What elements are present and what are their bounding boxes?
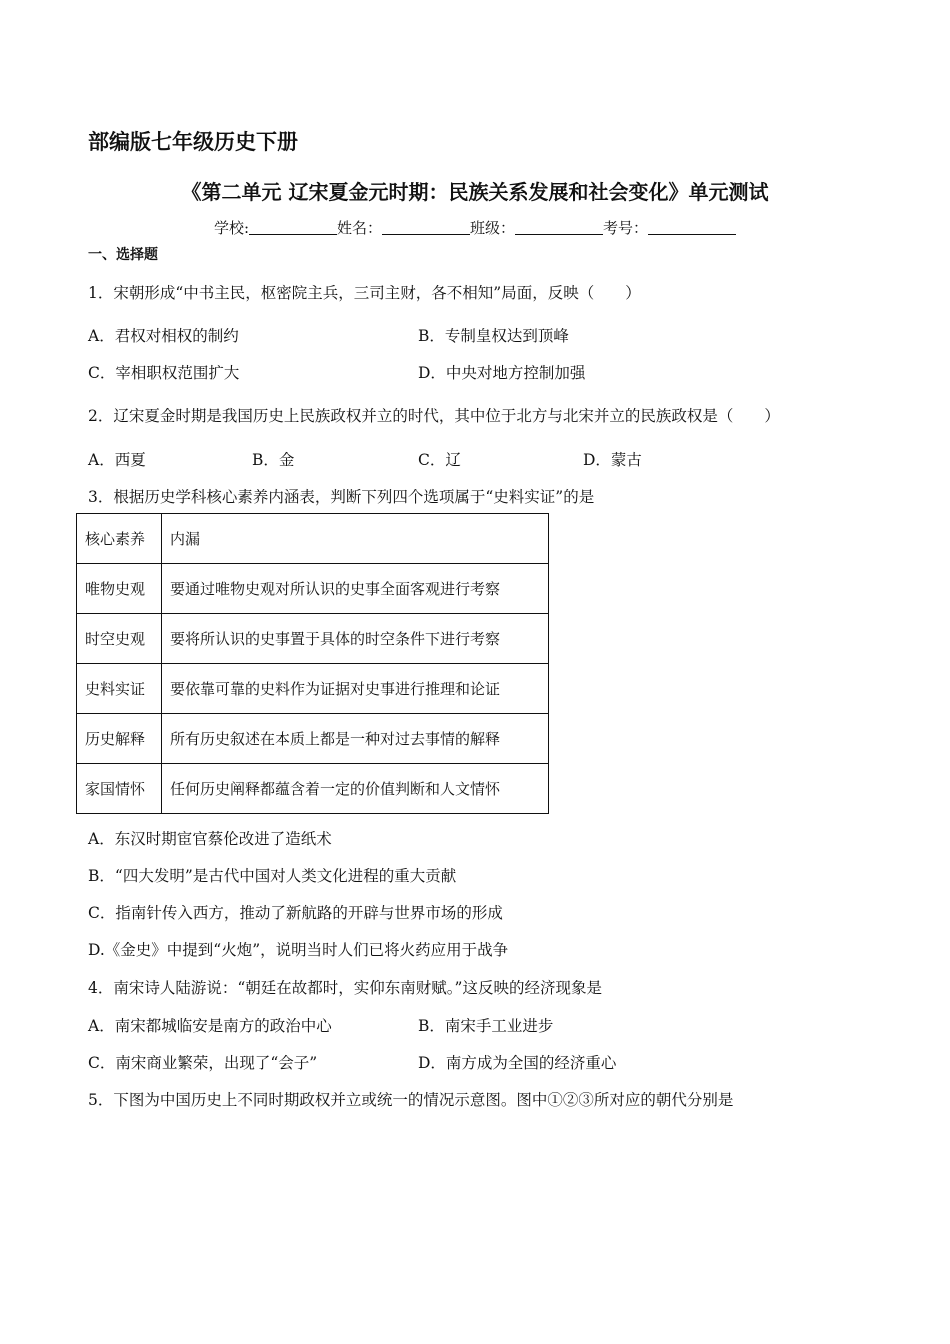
question-1-stem: 1．宋朝形成“中书主民，枢密院主兵，三司主财，各不相知”局面，反映（ ） — [88, 284, 641, 302]
question-1-option-d[interactable]: D．中央对地方控制加强 — [418, 364, 586, 382]
exam-no-label: 考号： — [603, 219, 649, 237]
table-cell: 史料实证 — [77, 664, 162, 714]
table-cell: 任何历史阐释都蕴含着一定的价值判断和人文情怀 — [162, 764, 549, 814]
question-2-stem: 2．辽宋夏金时期是我国历史上民族政权并立的时代，其中位于北方与北宋并立的民族政权是（ ） — [88, 407, 780, 425]
question-5-stem: 5．下图为中国历史上不同时期政权并立或统一的情况示意图。图中①②③所对应的朝代分别是 — [88, 1091, 734, 1109]
question-4-option-b[interactable]: B．南宋手工业进步 — [418, 1017, 554, 1035]
table-cell: 要依靠可靠的史料作为证据对史事进行推理和论证 — [162, 664, 549, 714]
question-4-option-c[interactable]: C．南宋商业繁荣，出现了“会子” — [88, 1054, 318, 1072]
question-3-option-d[interactable]: D.《金史》中提到“火炮”，说明当时人们已将火药应用于战争 — [88, 941, 509, 959]
question-3-stem: 3．根据历史学科核心素养内涵表，判断下列四个选项属于“史料实证”的是 — [88, 488, 595, 506]
table-row — [77, 614, 549, 664]
table-cell: 要通过唯物史观对所认识的史事全面客观进行考察 — [162, 564, 549, 614]
question-2-option-c[interactable]: C．辽 — [418, 451, 461, 469]
question-4-option-d[interactable]: D．南方成为全国的经济重心 — [418, 1054, 617, 1072]
table-cell: 所有历史叙述在本质上都是一种对过去事情的解释 — [162, 714, 549, 764]
table-cell: 时空史观 — [77, 614, 162, 664]
table-cell: 唯物史观 — [77, 564, 162, 614]
table-cell: 要将所认识的史事置于具体的时空条件下进行考察 — [162, 614, 549, 664]
question-4-option-a[interactable]: A．南宋都城临安是南方的政治中心 — [88, 1017, 332, 1035]
table-header-row — [77, 514, 549, 564]
series-title: 部编版七年级历史下册 — [88, 129, 298, 154]
question-2-option-b[interactable]: B．金 — [252, 451, 295, 469]
class-label: 班级： — [470, 219, 516, 237]
table-header-cell: 内漏 — [162, 514, 549, 564]
class-blank[interactable] — [515, 220, 603, 235]
name-label: 姓名： — [337, 219, 383, 237]
core-literacy-table — [76, 513, 549, 814]
school-label: 学校: — [213, 219, 249, 237]
table-cell: 历史解释 — [77, 714, 162, 764]
table-cell: 家国情怀 — [77, 764, 162, 814]
table-row — [77, 764, 549, 814]
question-3-option-b[interactable]: B．“四大发明”是古代中国对人类文化进程的重大贡献 — [88, 867, 457, 885]
question-1-option-b[interactable]: B．专制皇权达到顶峰 — [418, 327, 569, 345]
table-row — [77, 714, 549, 764]
question-2-option-a[interactable]: A．西夏 — [88, 451, 146, 469]
question-1-option-c[interactable]: C．宰相职权范围扩大 — [88, 364, 240, 382]
question-4-stem: 4．南宋诗人陆游说：“朝廷在故都时，实仰东南财赋。”这反映的经济现象是 — [88, 979, 602, 997]
exam-title: 《第二单元 辽宋夏金元时期：民族关系发展和社会变化》单元测试 — [181, 180, 769, 204]
table-row — [77, 564, 549, 614]
section-heading: 一、选择题 — [88, 247, 158, 263]
question-3-option-c[interactable]: C．指南针传入西方，推动了新航路的开辟与世界市场的形成 — [88, 904, 503, 922]
table-row — [77, 664, 549, 714]
name-blank[interactable] — [382, 220, 470, 235]
question-2-option-d[interactable]: D．蒙古 — [583, 451, 642, 469]
student-info-line — [0, 217, 950, 238]
question-3-option-a[interactable]: A．东汉时期宦官蔡伦改进了造纸术 — [88, 830, 332, 848]
exam-no-blank[interactable] — [648, 220, 736, 235]
school-blank[interactable] — [249, 220, 337, 235]
table-header-cell: 核心素养 — [77, 514, 162, 564]
question-1-option-a[interactable]: A．君权对相权的制约 — [88, 327, 239, 345]
